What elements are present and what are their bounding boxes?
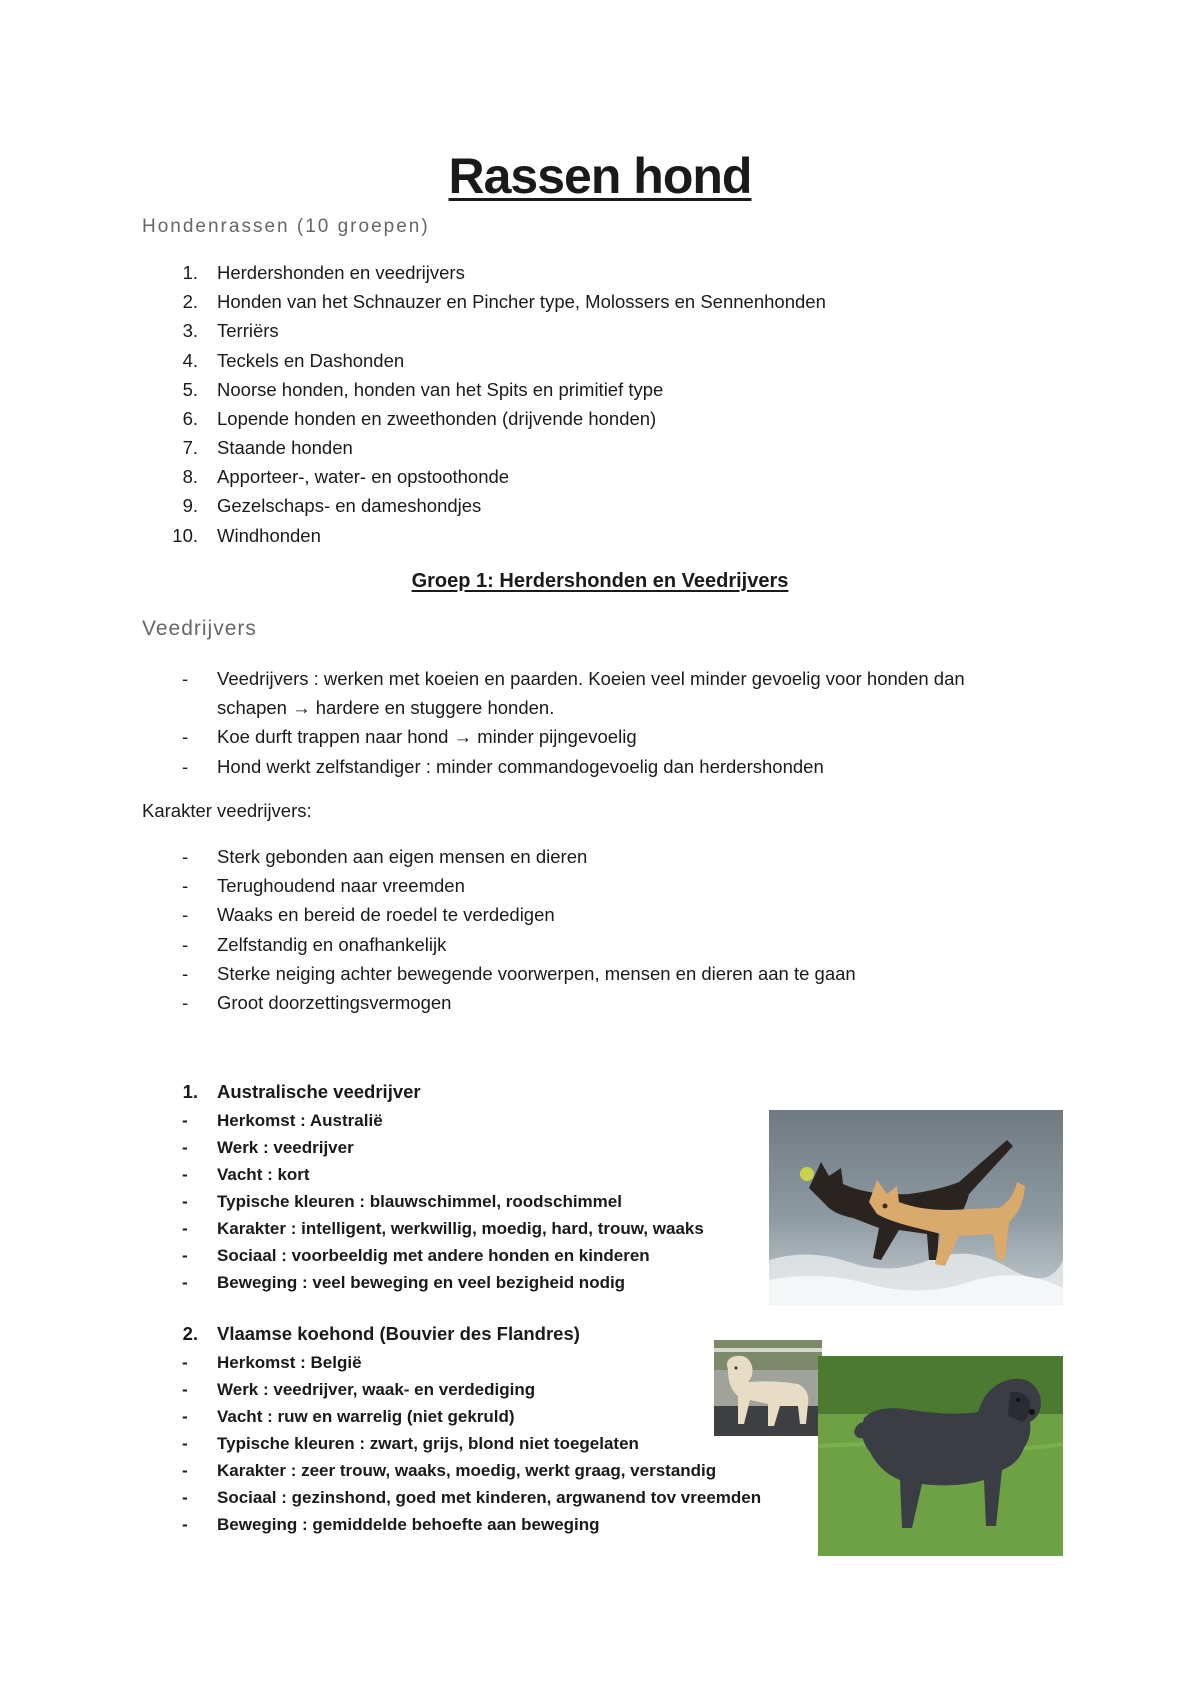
bouvier-fawn-photo [714, 1340, 822, 1436]
list-item: 10. Windhonden [172, 525, 321, 546]
breed-title: 1. Australische veedrijver [182, 1081, 421, 1102]
bouvier-fawn-image [714, 1340, 822, 1436]
list-item: 6. Lopende honden en zweethonden (drijvende honden) [182, 408, 657, 429]
list-item: 7. Staande honden [182, 437, 353, 458]
veedrijvers-heading: Veedrijvers [142, 617, 257, 640]
list-item: - Zelfstandig en onafhankelijk [182, 934, 447, 955]
list-item: 2. Honden van het Schnauzer en Pincher type, Molossers en Sennenhonden [182, 291, 826, 312]
list-item: - Sterke neiging achter bewegende voorwerpen, mensen en dieren aan te gaan [182, 963, 856, 984]
list-item: 5. Noorse honden, honden van het Spits en primitief type [182, 379, 664, 400]
group1-title: Groep 1: Herdershonden en Veedrijvers [411, 570, 789, 592]
list-item: - Koe durft trappen naar hond → minder pijngevoelig [182, 726, 637, 747]
breeds-heading: Hondenrassen (10 groepen) [142, 216, 430, 237]
karakter-label: Karakter veedrijvers: [142, 800, 312, 821]
list-item: - Groot doorzettingsvermogen [182, 992, 452, 1013]
page-title: Rassen hond [448, 148, 752, 204]
bouvier-black-image [818, 1356, 1063, 1556]
list-item: 4. Teckels en Dashonden [182, 350, 405, 371]
list-item: - Hond werkt zelfstandiger : minder commandogevoelig dan herdershonden [182, 756, 824, 777]
list-item: 9. Gezelschaps- en dameshondjes [182, 495, 482, 516]
list-item: - Veedrijvers : werken met koeien en paarden. Koeien veel minder gevoelig voor honden dan schapen → hardere en stuggere honden. [182, 668, 965, 718]
list-item: - Sterk gebonden aan eigen mensen en dieren [182, 846, 588, 867]
breed-title: 2. Vlaamse koehond (Bouvier des Flandres) [182, 1323, 580, 1344]
bouvier-black-photo [818, 1356, 1063, 1556]
list-item: 8. Apporteer-, water- en opstoothonde [182, 466, 510, 487]
australian-cattle-dog-photo [769, 1110, 1063, 1306]
cattle-dogs-image [769, 1110, 1063, 1306]
list-item: 1. Herdershonden en veedrijvers [182, 262, 465, 283]
list-item: - Terughoudend naar vreemden [182, 875, 465, 896]
list-item: 3. Terriërs [182, 320, 279, 341]
list-item: - Waaks en bereid de roedel te verdedigen [182, 904, 555, 925]
